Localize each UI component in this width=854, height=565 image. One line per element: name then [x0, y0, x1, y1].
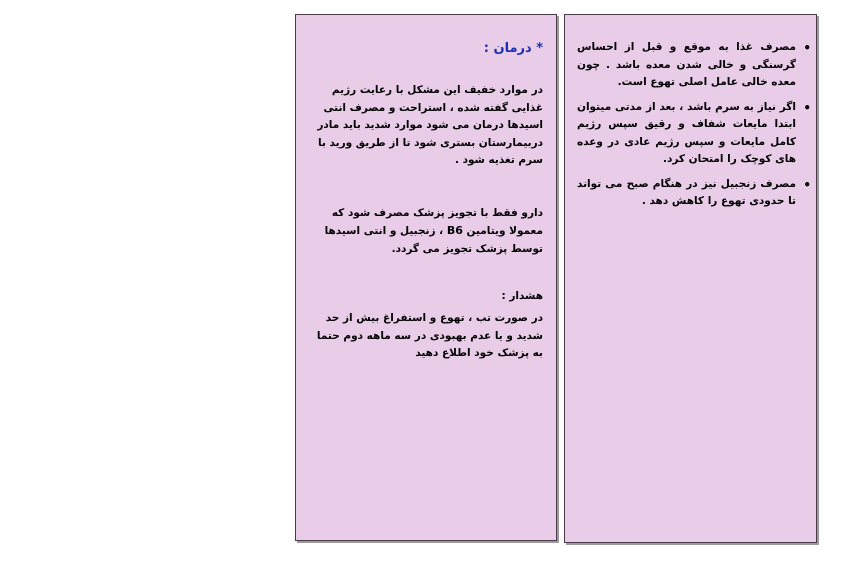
paragraph-2-text-a: دارو فقط با تجویز پزشک مصرف شود که معمولا ویتامین — [331, 206, 543, 237]
paragraph-2-text-b: ، زنجبیل و انتی اسیدها توسط پزشک تجویز می گردد. — [324, 225, 543, 255]
tip-text: مصرف زنجبیل نیز در هنگام صبح می تواند تا حدودی تهوع را کاهش دهد . — [577, 177, 796, 207]
tip-text: مصرف غذا به موقع و قبل از احساس گرسنگی و خالی شدن معده باشد . چون معده خالی عامل اصلی تهوع است. — [577, 41, 796, 88]
treatment-heading: * درمان : — [483, 41, 543, 56]
treatment-paragraph-2 — [306, 205, 543, 259]
treatment-panel — [295, 14, 557, 541]
warning-text: در صورت تب ، تهوع و استفراغ بیش از حد شدید و یا عدم بهبودی در سه ماهه دوم حتما به پزشک خود اطلاع دهید — [316, 312, 543, 359]
list-item — [577, 99, 811, 169]
bullet-icon: • — [803, 41, 811, 55]
list-item — [577, 176, 811, 211]
treatment-paragraph-1: در موارد خفیف این مشکل با رعایت رژیم غذایی گفته شده ، استراحت و مصرف انتی اسیدها درمان می شود موارد شدید باید مادر دربیمارستان بستری شود تا از طریق ورید با سرم تغذیه شود . — [317, 84, 543, 166]
bullet-icon: • — [803, 177, 811, 192]
tips-panel — [564, 14, 817, 543]
tips-list — [565, 15, 816, 211]
vitamin-b6-label: B6 — [446, 224, 463, 237]
bullet-icon: • — [803, 100, 811, 115]
tip-text: اگر نیاز به سرم باشد ، بعد از مدتی میتوان ابتدا مایعات شفاف و رقیق سپس رژیم کامل مایعات و سپس رژیم عادی در وعده های کوچک را امتحان کرد. — [577, 100, 796, 165]
treatment-content — [296, 15, 556, 363]
list-item — [577, 39, 811, 92]
warning-title: هشدار : — [501, 290, 543, 302]
